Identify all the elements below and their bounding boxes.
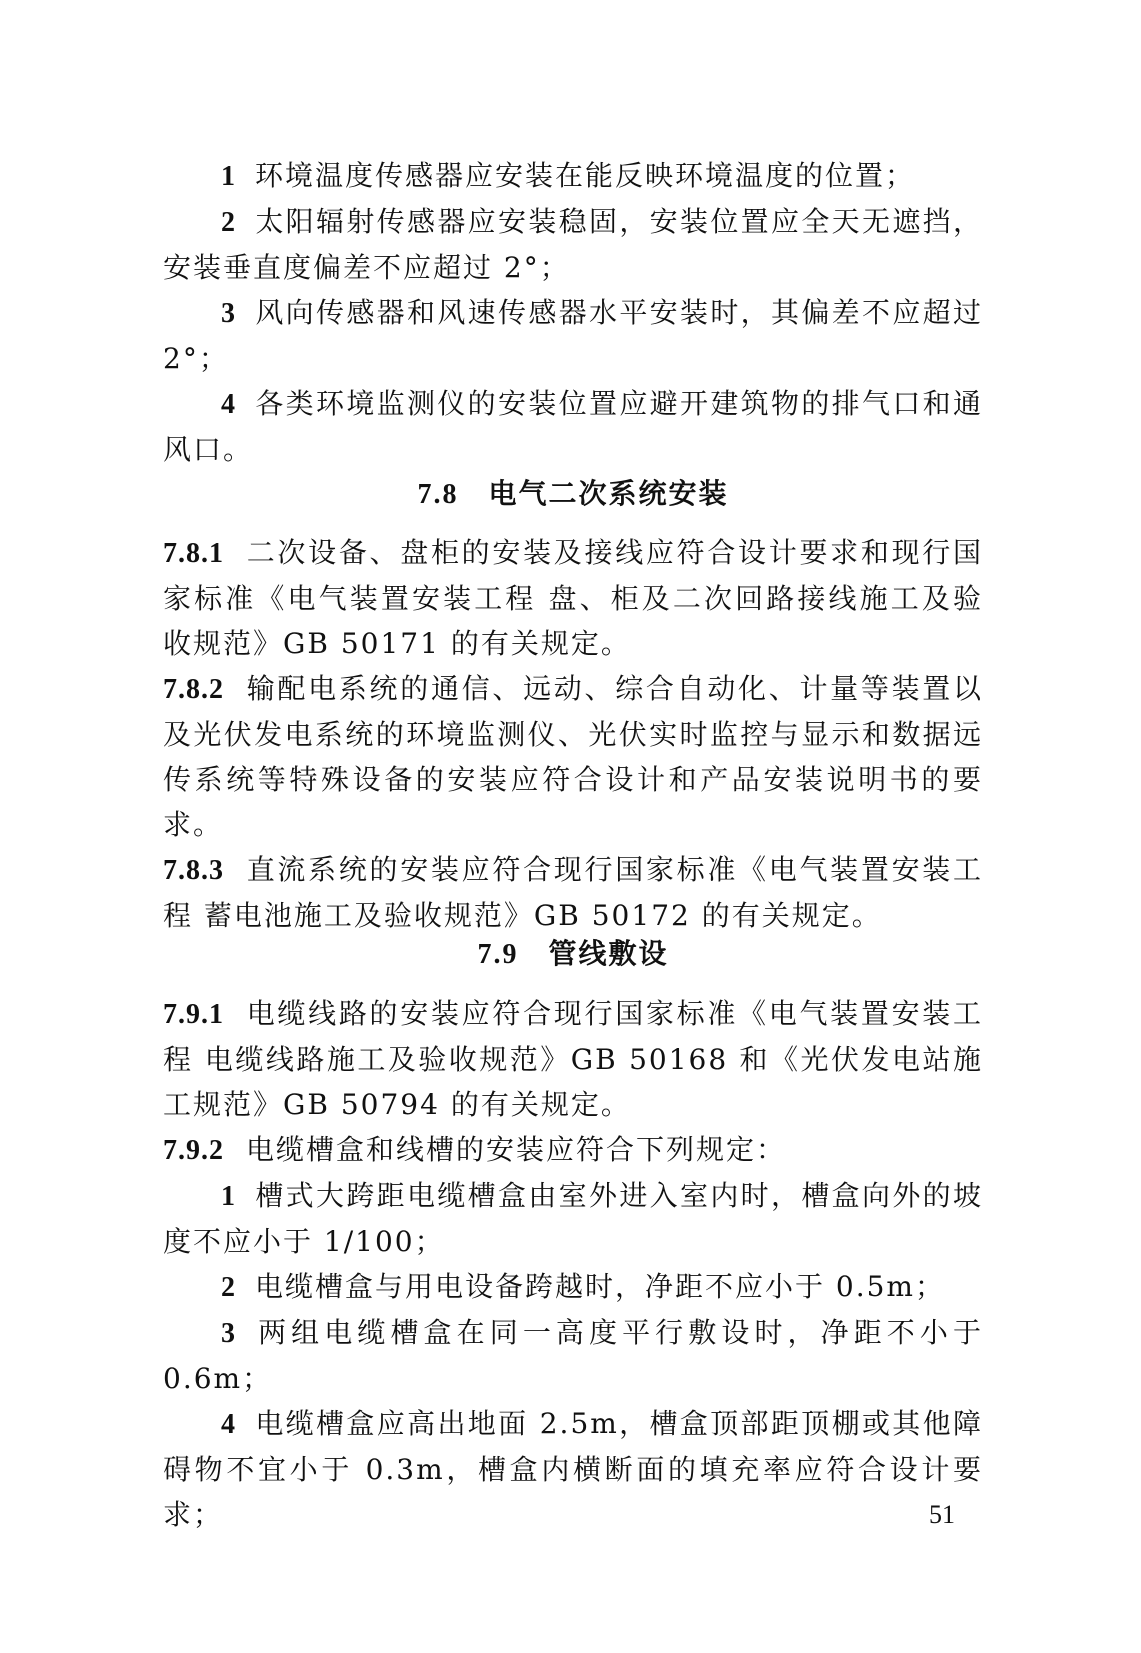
clause-text: 电缆线路的安装应符合现行国家标准《电气装置安装工程 电缆线路施工及验收规范》GB 50168 和《光伏发电站施工规范》GB 50794 的有关规定。	[163, 997, 983, 1121]
section-heading-7-9	[163, 932, 983, 972]
cable-laying-clauses	[163, 991, 983, 1537]
clause-number: 7.8.3	[163, 855, 224, 886]
clause-number: 7.8.1	[163, 538, 224, 569]
item-text: 环境温度传感器应安装在能反映环境温度的位置；	[255, 159, 916, 192]
clause-number: 7.9.2	[163, 1135, 224, 1166]
section-heading-7-8	[163, 472, 983, 512]
item-text: 两组电缆槽盒在同一高度平行敷设时，净距不小于 0.6m；	[163, 1316, 983, 1395]
list-item	[163, 381, 983, 472]
item-number: 2	[221, 207, 237, 238]
list-item	[163, 1173, 983, 1264]
section-title: 电气二次系统安装	[488, 477, 729, 510]
clause-text: 二次设备、盘柜的安装及接线应符合设计要求和现行国家标准《电气装置安装工程 盘、柜及二次回路接线施工及验收规范》GB 50171 的有关规定。	[163, 536, 983, 660]
section-number: 7.9	[477, 939, 519, 970]
clause	[163, 847, 983, 938]
section-title: 管线敷设	[548, 937, 669, 970]
clause-number: 7.9.1	[163, 999, 224, 1030]
item-text: 太阳辐射传感器应安装稳固，安装位置应全天无遮挡，安装垂直度偏差不应超过 2°；	[163, 205, 983, 284]
section-number: 7.8	[417, 479, 459, 510]
sensor-install-list	[163, 153, 983, 472]
item-text: 电缆槽盒应高出地面 2.5m，槽盒顶部距顶棚或其他障碍物不宜小于 0.3m，槽盒内横断面的填充率应符合设计要求；	[163, 1407, 983, 1531]
item-number: 2	[221, 1272, 237, 1303]
item-number: 1	[221, 1181, 237, 1212]
clause-number: 7.8.2	[163, 674, 224, 705]
item-number: 4	[221, 389, 237, 420]
clause	[163, 991, 983, 1127]
item-text: 槽式大跨距电缆槽盒由室外进入室内时，槽盒向外的坡度不应小于 1/100；	[163, 1179, 983, 1258]
clause	[163, 1127, 983, 1173]
list-item	[163, 153, 983, 199]
item-text: 各类环境监测仪的安装位置应避开建筑物的排气口和通风口。	[163, 387, 983, 466]
list-item	[163, 1401, 983, 1537]
clause	[163, 666, 983, 847]
item-text: 风向传感器和风速传感器水平安装时，其偏差不应超过 2°；	[163, 296, 983, 375]
list-item	[163, 199, 983, 290]
secondary-system-clauses	[163, 530, 983, 938]
item-number: 4	[221, 1409, 237, 1440]
list-item	[163, 1264, 983, 1310]
item-text: 电缆槽盒与用电设备跨越时，净距不应小于 0.5m；	[255, 1270, 945, 1303]
clause-text: 电缆槽盒和线槽的安装应符合下列规定：	[246, 1133, 787, 1166]
clause-text: 直流系统的安装应符合现行国家标准《电气装置安装工程 蓄电池施工及验收规范》GB 50172 的有关规定。	[163, 853, 983, 932]
page-number: 51	[929, 1500, 955, 1529]
list-item	[163, 290, 983, 381]
item-number: 3	[221, 1318, 237, 1349]
item-number: 1	[221, 161, 237, 192]
clause-text: 输配电系统的通信、远动、综合自动化、计量等装置以及光伏发电系统的环境监测仪、光伏实时监控与显示和数据远传系统等特殊设备的安装应符合设计和产品安装说明书的要求。	[163, 672, 983, 841]
item-number: 3	[221, 298, 237, 329]
list-item	[163, 1310, 983, 1401]
clause	[163, 530, 983, 666]
